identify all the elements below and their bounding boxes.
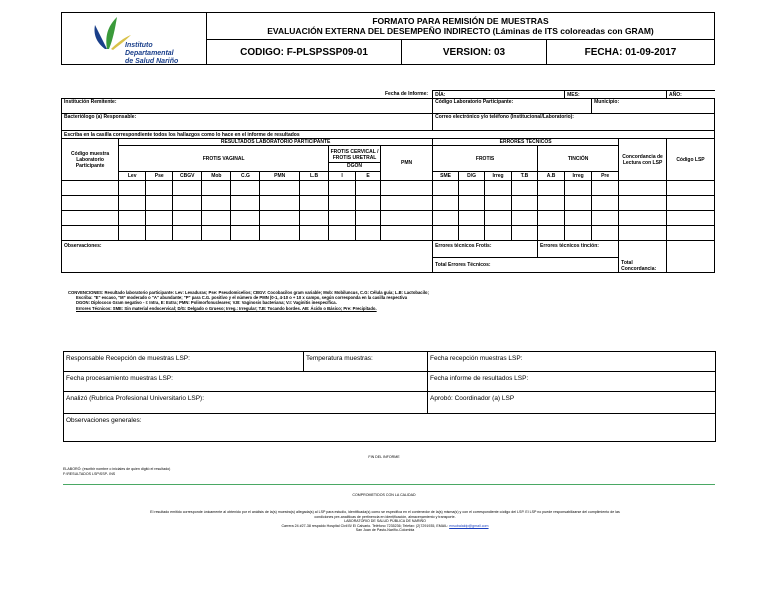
col-tb: T.B <box>512 172 538 181</box>
reception-table <box>63 351 716 442</box>
aprobo-field[interactable]: Aprobó: Coordinador (a) LSP <box>428 392 716 414</box>
form-code: CODIGO: F-PLSPSSP09-01 <box>207 40 402 65</box>
mes-field[interactable]: MES: <box>565 91 667 99</box>
total-errores-field[interactable]: Total Errores Técnicos: <box>433 258 619 273</box>
col-intra: I <box>329 172 356 181</box>
lab-address: Carrera 24 #27-38 respaldo Hospital Civil B/ El Calvario. Teléfono 7235236; Telefax: (2)7291935, EMAIL: ensubalaldp@gmail.com <box>281 523 489 528</box>
fecha-informe-resultados-field[interactable]: Fecha informe de resultados LSP: <box>428 372 716 392</box>
disclaimer-line: condiciones pre-analíticas de pertinencia en identificación, almacenamiento y transporte. <box>314 514 456 519</box>
col-lev: Lev <box>119 172 146 181</box>
footer-rule <box>63 484 715 485</box>
compromiso-text: COMPROMETIDOS CON LA CALIDAD <box>352 493 416 497</box>
table-row[interactable] <box>62 196 715 211</box>
col-dg: D/G <box>459 172 485 181</box>
resultados-header: RESULTADOS LABORATORIO PARTICIPANTE <box>119 139 433 146</box>
instructions-text: Escriba en la casilla correspondiente todos los hallazgos como lo hace en el informe de resultados <box>62 131 715 139</box>
frotis-header: FROTIS <box>433 146 538 172</box>
total-concordancia-field[interactable] <box>666 241 714 273</box>
convenciones-line: DGON: Diplococo Gram negativo - I: Intra, E: Extra; PMN: Polimorfonucleares; V.B: Vaginosis bacteriana; V.I: Vaginitis inespecífica. <box>76 300 337 306</box>
col-cg: C.G <box>231 172 260 181</box>
analizo-field[interactable]: Analizó (Rubrica Profesional Universitario LSP): <box>64 392 428 414</box>
form-title: FORMATO PARA REMISIÓN DE MUESTRAS EVALUACIÓN EXTERNA DEL DESEMPEÑO INDIRECTO (Láminas de ITS coloreadas con GRAM) <box>207 13 715 40</box>
observaciones-generales-field[interactable]: Observaciones generales: <box>64 414 716 442</box>
table-row[interactable] <box>62 226 715 241</box>
institucion-field[interactable]: Institución Remitente: <box>62 99 433 114</box>
logo-text: Instituto Departamental de Salud Nariño <box>125 42 179 65</box>
col-mob: Mob <box>202 172 231 181</box>
lab-name: LABORATORIO DE SALUD PÚBLICA DE NARIÑO <box>344 519 426 524</box>
convenciones-line: Escriba: "E" escaso, "M" moderado o "A" abundante; "P" para C.G. positivo y el número de PMN (0-1, 4-10 o + 10 x campo, según corresponda en la casilla respectiva <box>76 295 408 301</box>
file-path-text: F:\RESULTADOS LSP\SSP- INS <box>63 472 116 476</box>
frotis-vaginal-header: FROTIS VAGINAL <box>119 146 329 172</box>
form-header <box>61 12 715 65</box>
col-lb: L.B <box>299 172 328 181</box>
codigo-lsp-header: Código LSP <box>666 139 714 181</box>
col-extra: E <box>356 172 381 181</box>
correo-field[interactable]: Correo electrónico y/o teléfono (Institucional/Laboratorio): <box>433 114 715 131</box>
errores-frotis-field[interactable]: Errores técnicos Frotis: <box>433 241 538 258</box>
elaboro-text: ELABORÓ: (escribir nombre o iniciales de quien digitó el resultado) <box>63 467 171 471</box>
codigo-lab-field[interactable]: Código Laboratorio Participante: <box>433 99 592 114</box>
form-date: FECHA: 01-09-2017 <box>547 40 715 65</box>
observaciones-field[interactable]: Observaciones: <box>62 241 433 273</box>
col-cbgv: CBGV <box>173 172 202 181</box>
table-row[interactable] <box>62 211 715 226</box>
disclaimer-line: El resultado emitido corresponde únicamente al obtenido por el análisis de la(s) muestra(s) allegada(s) al LSP para estudio, identificada(s) como se especifica en el contenedor de la(s) misma(s) y con el correspondiente código del LSP. El LSP no puede responsabilizarse del cumplimiento de las <box>150 510 620 514</box>
email-link[interactable]: ensubalaldp@gmail.com <box>449 523 489 528</box>
pmn-header: PMN <box>381 146 433 181</box>
col-pse: Pse <box>146 172 173 181</box>
tincion-header: TINCIÓN <box>538 146 619 172</box>
anio-field[interactable]: AÑO: <box>666 91 714 99</box>
col-irreg: Irreg <box>485 172 512 181</box>
fecha-recepcion-field[interactable]: Fecha recepción muestras LSP: <box>428 352 716 372</box>
lab-city: San Juan de Pasto-Nariño-Colombia <box>355 528 415 533</box>
municipio-field[interactable]: Municipio: <box>592 99 715 114</box>
table-row[interactable] <box>62 181 715 196</box>
col-pmn: PMN <box>260 172 300 181</box>
temperatura-field[interactable]: Temperatura muestras: <box>304 352 428 372</box>
convenciones-line: CONVENCIONES: Resultado laboratorio participante: Lev: Levaduras; Pse: Pseudomicelios; CBGV: Cocobacilos gram variable; Mob: Mobiluncus, C.G: Célula guía; L.B: Lactobacilo; <box>68 290 429 295</box>
report-form <box>61 90 715 273</box>
disclaimer-block <box>60 510 710 533</box>
fecha-informe-label: Fecha de Informe: <box>385 91 429 98</box>
responsable-recepcion-field[interactable]: Responsable Recepción de muestras LSP: <box>64 352 304 372</box>
codigo-muestra-header: Código muestra Laboratorio Participante <box>62 139 119 181</box>
col-sme: SME <box>433 172 459 181</box>
frotis-cervical-header: FROTIS CERVICAL / FROTIS URETRAL DGON <box>329 146 381 172</box>
logo-cell <box>62 13 207 65</box>
col-ab: A.B <box>538 172 565 181</box>
errores-tincion-field[interactable]: Errores técnicos tinción: <box>538 241 619 258</box>
bacteriologo-field[interactable]: Bacteriólogo (a) Responsable: <box>62 114 433 131</box>
total-concordancia-label: Total Concordancia: <box>619 241 667 273</box>
form-version: VERSION: 03 <box>402 40 547 65</box>
fecha-procesamiento-field[interactable]: Fecha procesamiento muestras LSP: <box>64 372 428 392</box>
col-pre: Pre <box>592 172 619 181</box>
convenciones-line: Errores Técnicos: SME: Sin material endocervical; D/G: Delgado o Grueso; Irreg.: Irregular; T.B: Tocando bordes. AB: Ácido o Básico; Pre: Precipitado. <box>76 305 377 311</box>
concordancia-header: Concordancia de Lectura con LSP <box>619 139 667 181</box>
col-irreg-tincion: Irreg <box>565 172 592 181</box>
convenciones-block <box>68 290 728 311</box>
dia-field[interactable]: DÍA: <box>433 91 565 99</box>
errores-header: ERRORES TÉCNICOS <box>433 139 619 146</box>
fin-informe-text: FIN DEL INFORME <box>368 455 400 459</box>
